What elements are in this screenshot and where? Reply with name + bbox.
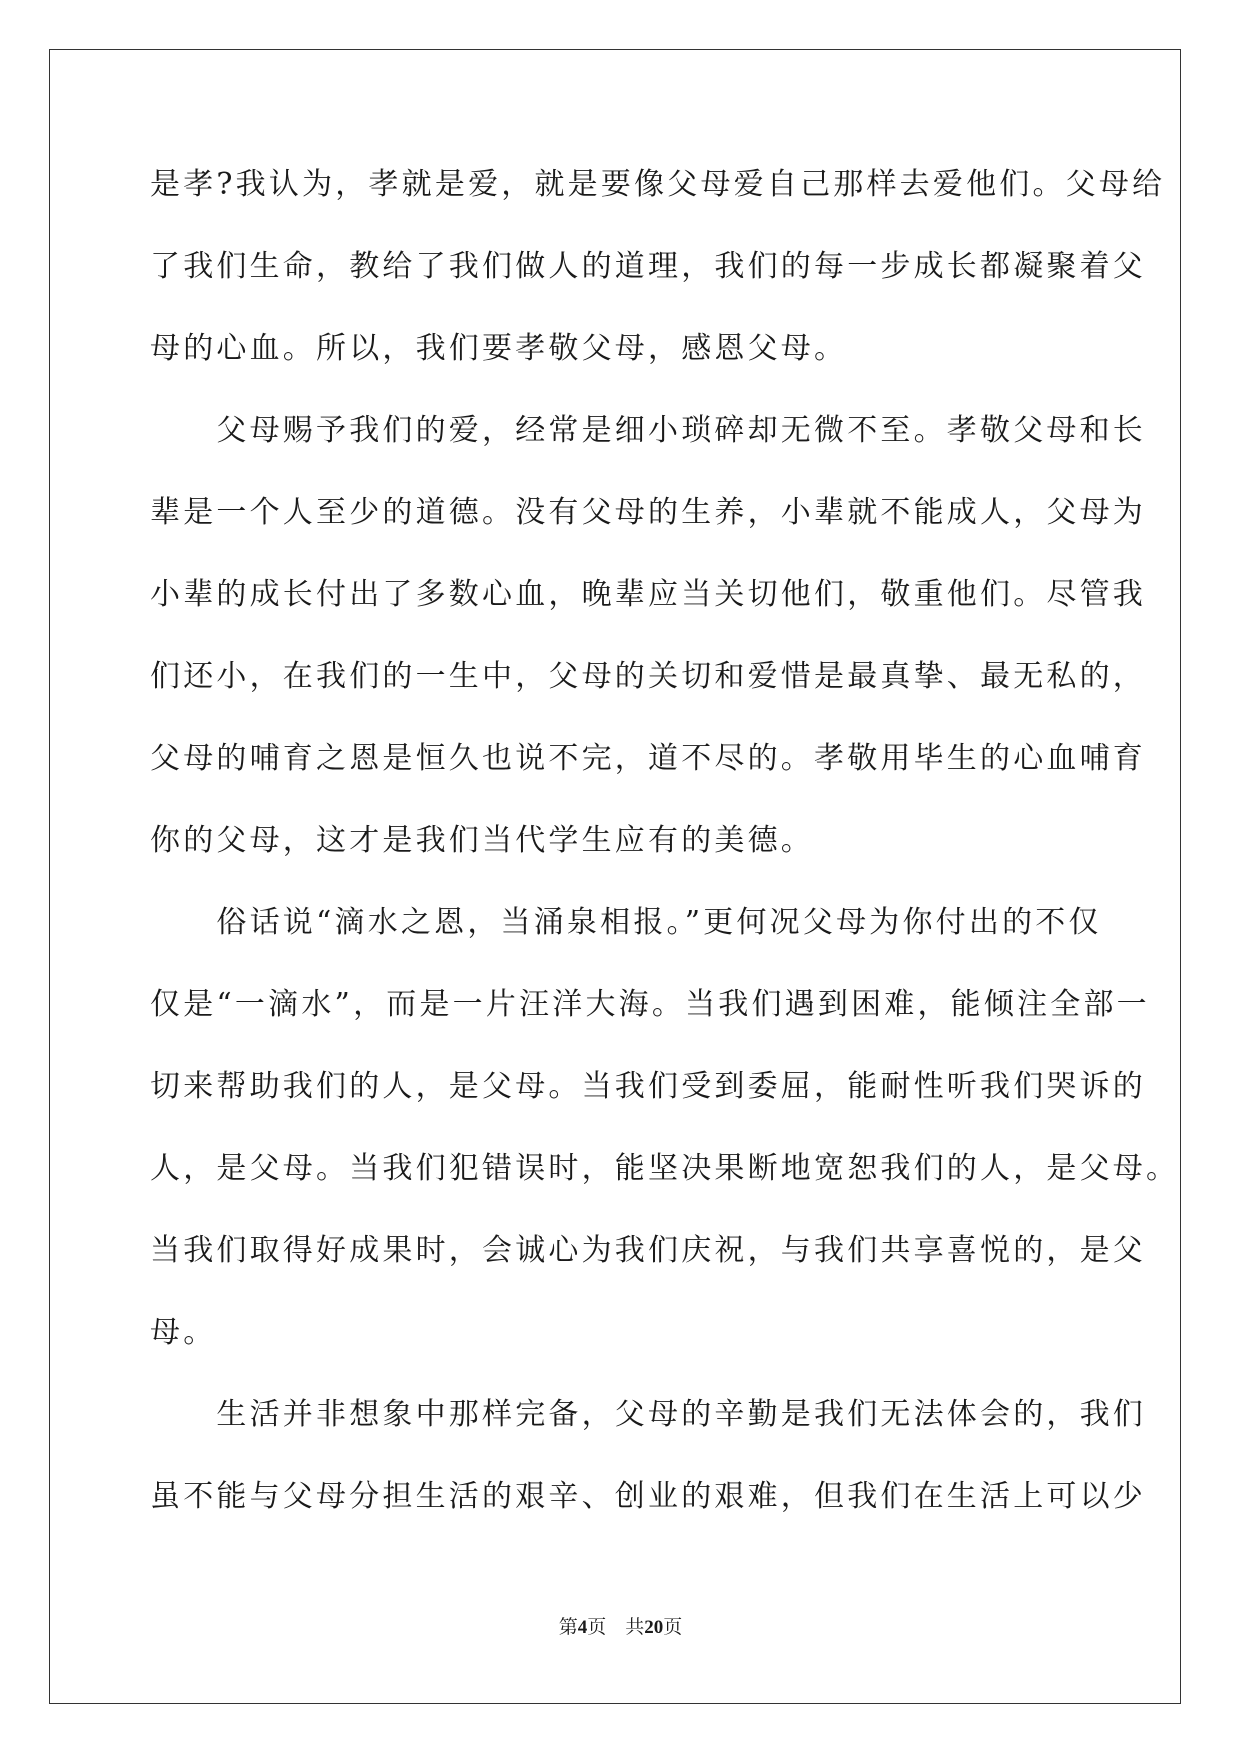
text-line: 你的父母，这才是我们当代学生应有的美德。 — [150, 823, 814, 858]
footer-suffix: 页 — [663, 1617, 683, 1638]
text-line: 当我们取得好成果时，会诚心为我们庆祝，与我们共享喜悦的，是父 — [150, 1233, 1146, 1268]
text-line: 人，是父母。当我们犯错误时，能坚决果断地宽恕我们的人，是父母。 — [150, 1151, 1180, 1186]
document-body — [150, 160, 1180, 1554]
page-footer — [0, 1612, 1241, 1639]
text-line: 俗话说“滴水之恩，当涌泉相报。”更何况父母为你付出的不仅 — [150, 905, 1102, 940]
footer-prefix: 第 — [558, 1617, 578, 1638]
text-line: 了我们生命，教给了我们做人的道理，我们的每一步成长都凝聚着父 — [150, 249, 1146, 284]
text-line: 仅是“一滴水”，而是一片汪洋大海。当我们遇到困难，能倾注全部一 — [150, 987, 1150, 1022]
text-line: 虽不能与父母分担生活的艰辛、创业的艰难，但我们在生活上可以少 — [150, 1479, 1146, 1514]
current-page-number: 4 — [577, 1617, 588, 1638]
text-line: 父母的哺育之恩是恒久也说不完，道不尽的。孝敬用毕生的心血哺育 — [150, 741, 1146, 776]
text-line: 切来帮助我们的人，是父母。当我们受到委屈，能耐性听我们哭诉的 — [150, 1069, 1146, 1104]
text-line: 父母赐予我们的爱，经常是细小琐碎却无微不至。孝敬父母和长 — [150, 413, 1146, 448]
text-line: 母。 — [150, 1315, 217, 1350]
text-line: 是孝?我认为，孝就是爱，就是要像父母爱自己那样去爱他们。父母给 — [150, 167, 1166, 202]
text-line: 小辈的成长付出了多数心血，晚辈应当关切他们，敬重他们。尽管我 — [150, 577, 1146, 612]
text-line: 生活并非想象中那样完备，父母的辛勤是我们无法体会的，我们 — [150, 1397, 1146, 1432]
total-page-number: 20 — [644, 1617, 664, 1638]
text-line: 辈是一个人至少的道德。没有父母的生养，小辈就不能成人，父母为 — [150, 495, 1146, 530]
text-line: 母的心血。所以，我们要孝敬父母，感恩父母。 — [150, 331, 848, 366]
footer-middle: 页 共 — [587, 1617, 645, 1638]
text-line: 们还小，在我们的一生中，父母的关切和爱惜是最真挚、最无私的， — [150, 659, 1146, 694]
